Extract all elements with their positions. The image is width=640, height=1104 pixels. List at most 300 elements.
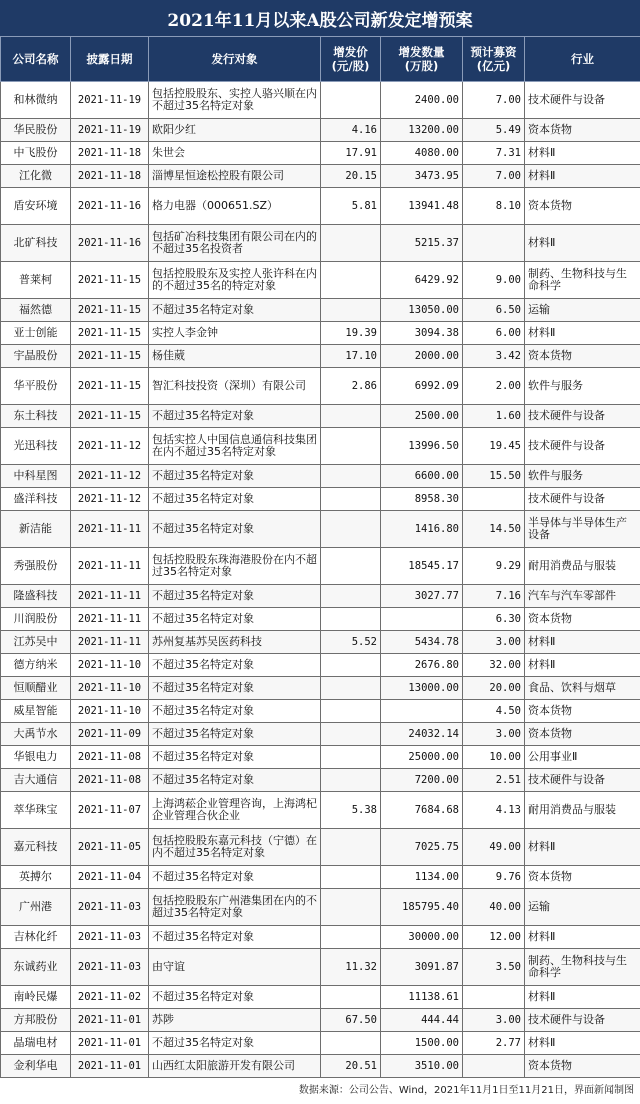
issue-price xyxy=(321,926,381,949)
expected-raise: 4.50 xyxy=(463,700,525,723)
company-name: 普莱柯 xyxy=(1,262,71,299)
table-row xyxy=(1,225,640,262)
disclosure-date: 2021-11-16 xyxy=(71,225,149,262)
expected-raise: 3.42 xyxy=(463,345,525,368)
company-name: 宇晶股份 xyxy=(1,345,71,368)
industry: 材料Ⅱ xyxy=(525,654,640,677)
disclosure-date: 2021-11-18 xyxy=(71,142,149,165)
industry: 运输 xyxy=(525,889,640,926)
expected-raise: 1.60 xyxy=(463,405,525,428)
disclosure-date: 2021-11-15 xyxy=(71,322,149,345)
issue-price xyxy=(321,488,381,511)
issue-shares: 13200.00 xyxy=(381,119,463,142)
expected-raise: 8.10 xyxy=(463,188,525,225)
table-row xyxy=(1,792,640,829)
issue-shares: 7200.00 xyxy=(381,769,463,792)
disclosure-date: 2021-11-03 xyxy=(71,926,149,949)
issue-shares: 1134.00 xyxy=(381,866,463,889)
disclosure-date: 2021-11-15 xyxy=(71,368,149,405)
company-name: 金利华电 xyxy=(1,1055,71,1078)
issue-target: 不超过35名特定对象 xyxy=(149,700,321,723)
issue-shares: 13996.50 xyxy=(381,428,463,465)
table-row xyxy=(1,119,640,142)
disclosure-date: 2021-11-04 xyxy=(71,866,149,889)
company-name: 盛洋科技 xyxy=(1,488,71,511)
table-row xyxy=(1,889,640,926)
disclosure-date: 2021-11-02 xyxy=(71,986,149,1009)
issue-shares: 3510.00 xyxy=(381,1055,463,1078)
industry: 耐用消费品与服装 xyxy=(525,548,640,585)
issue-shares: 2000.00 xyxy=(381,345,463,368)
table-row xyxy=(1,608,640,631)
disclosure-date: 2021-11-19 xyxy=(71,82,149,119)
disclosure-date: 2021-11-10 xyxy=(71,700,149,723)
industry: 资本货物 xyxy=(525,723,640,746)
issue-target: 不超过35名特定对象 xyxy=(149,1032,321,1055)
company-name: 东诚药业 xyxy=(1,949,71,986)
issue-target: 不超过35名特定对象 xyxy=(149,866,321,889)
issue-target: 不超过35名特定对象 xyxy=(149,746,321,769)
issue-price xyxy=(321,723,381,746)
issue-target: 包括控股股东嘉元科技（宁德）在内不超过35名特定对象 xyxy=(149,829,321,866)
disclosure-date: 2021-11-18 xyxy=(71,165,149,188)
issue-price xyxy=(321,889,381,926)
disclosure-date: 2021-11-08 xyxy=(71,769,149,792)
issue-target: 由守谊 xyxy=(149,949,321,986)
table-row xyxy=(1,511,640,548)
issue-shares: 25000.00 xyxy=(381,746,463,769)
issue-shares: 7684.68 xyxy=(381,792,463,829)
disclosure-date: 2021-11-11 xyxy=(71,585,149,608)
disclosure-date: 2021-11-15 xyxy=(71,345,149,368)
industry: 耐用消费品与服装 xyxy=(525,792,640,829)
company-name: 秀强股份 xyxy=(1,548,71,585)
issue-shares: 2500.00 xyxy=(381,405,463,428)
company-name: 北矿科技 xyxy=(1,225,71,262)
table-row xyxy=(1,1055,640,1078)
issue-target: 不超过35名特定对象 xyxy=(149,608,321,631)
issue-shares: 1500.00 xyxy=(381,1032,463,1055)
company-name: 中科星图 xyxy=(1,465,71,488)
issue-price: 11.32 xyxy=(321,949,381,986)
company-name: 和林微纳 xyxy=(1,82,71,119)
company-name: 德方纳米 xyxy=(1,654,71,677)
expected-raise: 2.77 xyxy=(463,1032,525,1055)
company-name: 嘉元科技 xyxy=(1,829,71,866)
disclosure-date: 2021-11-11 xyxy=(71,608,149,631)
issue-shares: 30000.00 xyxy=(381,926,463,949)
industry: 技术硬件与设备 xyxy=(525,769,640,792)
issue-price: 2.86 xyxy=(321,368,381,405)
issue-shares: 8958.30 xyxy=(381,488,463,511)
issue-price xyxy=(321,405,381,428)
company-name: 广州港 xyxy=(1,889,71,926)
industry: 材料Ⅱ xyxy=(525,165,640,188)
issue-price xyxy=(321,82,381,119)
issue-shares: 3473.95 xyxy=(381,165,463,188)
issue-price: 17.10 xyxy=(321,345,381,368)
issue-shares: 13050.00 xyxy=(381,299,463,322)
expected-raise xyxy=(463,488,525,511)
issue-target: 不超过35名特定对象 xyxy=(149,986,321,1009)
industry: 材料Ⅱ xyxy=(525,631,640,654)
issue-target: 淄博星恒途松控股有限公司 xyxy=(149,165,321,188)
data-source-note: 数据来源：公司公告、Wind，2021年11月1日至11月21日，界面新闻制图 xyxy=(0,1078,640,1104)
expected-raise: 6.50 xyxy=(463,299,525,322)
table-row xyxy=(1,866,640,889)
expected-raise: 9.76 xyxy=(463,866,525,889)
industry: 材料Ⅱ xyxy=(525,225,640,262)
industry: 技术硬件与设备 xyxy=(525,405,640,428)
issue-price xyxy=(321,654,381,677)
table-row xyxy=(1,405,640,428)
issue-shares: 11138.61 xyxy=(381,986,463,1009)
industry: 资本货物 xyxy=(525,345,640,368)
issue-shares xyxy=(381,700,463,723)
expected-raise: 2.00 xyxy=(463,368,525,405)
issue-price: 20.51 xyxy=(321,1055,381,1078)
table-row xyxy=(1,322,640,345)
industry: 材料Ⅱ xyxy=(525,829,640,866)
industry: 材料Ⅱ xyxy=(525,986,640,1009)
expected-raise: 6.00 xyxy=(463,322,525,345)
company-name: 盾安环境 xyxy=(1,188,71,225)
issue-price xyxy=(321,511,381,548)
issue-price xyxy=(321,585,381,608)
disclosure-date: 2021-11-08 xyxy=(71,746,149,769)
table-row xyxy=(1,949,640,986)
table-row xyxy=(1,548,640,585)
expected-raise: 2.51 xyxy=(463,769,525,792)
header-raise: 预计募资 (亿元) xyxy=(463,37,525,82)
company-name: 川润股份 xyxy=(1,608,71,631)
issue-target: 包括控股股东、实控人骆兴顺在内不超过35名特定对象 xyxy=(149,82,321,119)
industry: 资本货物 xyxy=(525,866,640,889)
issue-target: 不超过35名特定对象 xyxy=(149,769,321,792)
issue-target: 包括控股股东珠海港股份在内不超过35名特定对象 xyxy=(149,548,321,585)
expected-raise: 7.00 xyxy=(463,82,525,119)
issue-target: 智汇科技投资（深圳）有限公司 xyxy=(149,368,321,405)
issue-price: 4.16 xyxy=(321,119,381,142)
table-row xyxy=(1,1032,640,1055)
industry: 材料Ⅱ xyxy=(525,1032,640,1055)
company-name: 威星智能 xyxy=(1,700,71,723)
table-row xyxy=(1,829,640,866)
issue-target: 不超过35名特定对象 xyxy=(149,585,321,608)
issue-shares: 7025.75 xyxy=(381,829,463,866)
disclosure-date: 2021-11-19 xyxy=(71,119,149,142)
disclosure-date: 2021-11-05 xyxy=(71,829,149,866)
issue-shares: 5215.37 xyxy=(381,225,463,262)
company-name: 江化微 xyxy=(1,165,71,188)
issue-target: 山西红太阳旅游开发有限公司 xyxy=(149,1055,321,1078)
industry: 资本货物 xyxy=(525,1055,640,1078)
industry: 资本货物 xyxy=(525,188,640,225)
disclosure-date: 2021-11-15 xyxy=(71,405,149,428)
table-row xyxy=(1,677,640,700)
table-row xyxy=(1,488,640,511)
table-row xyxy=(1,345,640,368)
company-name: 光迅科技 xyxy=(1,428,71,465)
issue-target: 不超过35名特定对象 xyxy=(149,488,321,511)
table-row xyxy=(1,723,640,746)
disclosure-date: 2021-11-12 xyxy=(71,428,149,465)
company-name: 华银电力 xyxy=(1,746,71,769)
industry: 资本货物 xyxy=(525,608,640,631)
issue-target: 格力电器（000651.SZ） xyxy=(149,188,321,225)
industry: 技术硬件与设备 xyxy=(525,82,640,119)
issue-target: 不超过35名特定对象 xyxy=(149,677,321,700)
expected-raise: 9.29 xyxy=(463,548,525,585)
issue-shares: 3091.87 xyxy=(381,949,463,986)
table-row xyxy=(1,368,640,405)
expected-raise: 19.45 xyxy=(463,428,525,465)
disclosure-date: 2021-11-15 xyxy=(71,262,149,299)
issue-shares: 185795.40 xyxy=(381,889,463,926)
issue-shares: 18545.17 xyxy=(381,548,463,585)
issue-target: 欧阳少红 xyxy=(149,119,321,142)
expected-raise: 3.00 xyxy=(463,631,525,654)
issue-shares: 6429.92 xyxy=(381,262,463,299)
industry: 材料Ⅱ xyxy=(525,926,640,949)
company-name: 萃华珠宝 xyxy=(1,792,71,829)
issue-price: 5.81 xyxy=(321,188,381,225)
expected-raise: 40.00 xyxy=(463,889,525,926)
industry: 制药、生物科技与生命科学 xyxy=(525,262,640,299)
disclosure-date: 2021-11-03 xyxy=(71,949,149,986)
issue-shares: 5434.78 xyxy=(381,631,463,654)
issue-price xyxy=(321,746,381,769)
disclosure-date: 2021-11-11 xyxy=(71,511,149,548)
table-row xyxy=(1,769,640,792)
issue-price: 67.50 xyxy=(321,1009,381,1032)
expected-raise: 14.50 xyxy=(463,511,525,548)
expected-raise: 3.50 xyxy=(463,949,525,986)
issue-price xyxy=(321,299,381,322)
table-row xyxy=(1,165,640,188)
issue-target: 不超过35名特定对象 xyxy=(149,465,321,488)
header-shares: 增发数量 (万股) xyxy=(381,37,463,82)
company-name: 隆盛科技 xyxy=(1,585,71,608)
issue-target: 不超过35名特定对象 xyxy=(149,926,321,949)
industry: 运输 xyxy=(525,299,640,322)
disclosure-date: 2021-11-07 xyxy=(71,792,149,829)
industry: 材料Ⅱ xyxy=(525,322,640,345)
issue-target: 不超过35名特定对象 xyxy=(149,654,321,677)
industry: 公用事业Ⅱ xyxy=(525,746,640,769)
header-industry: 行业 xyxy=(525,37,640,82)
issue-shares: 6992.09 xyxy=(381,368,463,405)
company-name: 晶瑞电材 xyxy=(1,1032,71,1055)
table-row xyxy=(1,82,640,119)
industry: 软件与服务 xyxy=(525,465,640,488)
industry: 技术硬件与设备 xyxy=(525,488,640,511)
expected-raise: 20.00 xyxy=(463,677,525,700)
table-row xyxy=(1,585,640,608)
company-name: 新洁能 xyxy=(1,511,71,548)
company-name: 大禹节水 xyxy=(1,723,71,746)
expected-raise: 15.50 xyxy=(463,465,525,488)
issue-target: 不超过35名特定对象 xyxy=(149,511,321,548)
issue-price: 17.91 xyxy=(321,142,381,165)
company-name: 南岭民爆 xyxy=(1,986,71,1009)
issue-price xyxy=(321,548,381,585)
company-name: 华民股份 xyxy=(1,119,71,142)
expected-raise: 32.00 xyxy=(463,654,525,677)
expected-raise: 7.31 xyxy=(463,142,525,165)
issue-shares: 444.44 xyxy=(381,1009,463,1032)
industry: 软件与服务 xyxy=(525,368,640,405)
disclosure-date: 2021-11-01 xyxy=(71,1009,149,1032)
expected-raise: 3.00 xyxy=(463,723,525,746)
disclosure-date: 2021-11-10 xyxy=(71,677,149,700)
issue-price xyxy=(321,225,381,262)
table-row xyxy=(1,654,640,677)
issue-target: 实控人李金钟 xyxy=(149,322,321,345)
company-name: 江苏吴中 xyxy=(1,631,71,654)
expected-raise xyxy=(463,1055,525,1078)
header-date: 披露日期 xyxy=(71,37,149,82)
issue-shares: 4080.00 xyxy=(381,142,463,165)
disclosure-date: 2021-11-10 xyxy=(71,654,149,677)
table-row xyxy=(1,631,640,654)
issue-price: 19.39 xyxy=(321,322,381,345)
issue-price xyxy=(321,769,381,792)
expected-raise: 12.00 xyxy=(463,926,525,949)
issue-target: 朱世会 xyxy=(149,142,321,165)
issue-target: 包括控股股东及实控人张许科在内的不超过35名的特定对象 xyxy=(149,262,321,299)
expected-raise xyxy=(463,986,525,1009)
company-name: 福然德 xyxy=(1,299,71,322)
company-name: 方邦股份 xyxy=(1,1009,71,1032)
company-name: 中飞股份 xyxy=(1,142,71,165)
company-name: 吉大通信 xyxy=(1,769,71,792)
issue-price xyxy=(321,1032,381,1055)
issue-price: 5.38 xyxy=(321,792,381,829)
issue-price xyxy=(321,465,381,488)
issue-price: 20.15 xyxy=(321,165,381,188)
issue-price: 5.52 xyxy=(321,631,381,654)
disclosure-date: 2021-11-01 xyxy=(71,1055,149,1078)
table-row xyxy=(1,262,640,299)
issue-target: 包括矿冶科技集团有限公司在内的不超过35名投资者 xyxy=(149,225,321,262)
expected-raise: 9.00 xyxy=(463,262,525,299)
industry: 汽车与汽车零部件 xyxy=(525,585,640,608)
issue-target: 不超过35名特定对象 xyxy=(149,723,321,746)
disclosure-date: 2021-11-01 xyxy=(71,1032,149,1055)
issue-shares: 6600.00 xyxy=(381,465,463,488)
issue-target: 上海鸿菘企业管理咨询，上海鸿杞企业管理合伙企业 xyxy=(149,792,321,829)
table-row xyxy=(1,746,640,769)
industry: 半导体与半导体生产设备 xyxy=(525,511,640,548)
company-name: 吉林化纤 xyxy=(1,926,71,949)
issue-price xyxy=(321,700,381,723)
company-name: 东土科技 xyxy=(1,405,71,428)
company-name: 亚士创能 xyxy=(1,322,71,345)
expected-raise: 7.16 xyxy=(463,585,525,608)
header-row xyxy=(1,37,640,82)
issue-price xyxy=(321,986,381,1009)
disclosure-date: 2021-11-12 xyxy=(71,465,149,488)
table-row xyxy=(1,465,640,488)
disclosure-date: 2021-11-16 xyxy=(71,188,149,225)
industry: 资本货物 xyxy=(525,700,640,723)
issue-price xyxy=(321,262,381,299)
disclosure-date: 2021-11-15 xyxy=(71,299,149,322)
issue-shares: 13941.48 xyxy=(381,188,463,225)
table-row xyxy=(1,700,640,723)
issue-shares: 2400.00 xyxy=(381,82,463,119)
industry: 技术硬件与设备 xyxy=(525,428,640,465)
industry: 材料Ⅱ xyxy=(525,142,640,165)
issue-shares: 13000.00 xyxy=(381,677,463,700)
issue-price xyxy=(321,829,381,866)
issue-shares: 3094.38 xyxy=(381,322,463,345)
expected-raise xyxy=(463,225,525,262)
issue-price xyxy=(321,428,381,465)
expected-raise: 10.00 xyxy=(463,746,525,769)
issue-shares: 1416.80 xyxy=(381,511,463,548)
industry: 资本货物 xyxy=(525,119,640,142)
issue-price xyxy=(321,866,381,889)
industry: 食品、饮料与烟草 xyxy=(525,677,640,700)
issue-target: 包括实控人中国信息通信科技集团在内不超过35名特定对象 xyxy=(149,428,321,465)
disclosure-date: 2021-11-12 xyxy=(71,488,149,511)
placement-table xyxy=(0,36,640,1078)
issue-target: 不超过35名特定对象 xyxy=(149,299,321,322)
issue-target: 不超过35名特定对象 xyxy=(149,405,321,428)
issue-price xyxy=(321,608,381,631)
header-company: 公司名称 xyxy=(1,37,71,82)
issue-price xyxy=(321,677,381,700)
expected-raise: 6.30 xyxy=(463,608,525,631)
expected-raise: 5.49 xyxy=(463,119,525,142)
table-row xyxy=(1,428,640,465)
table-row xyxy=(1,299,640,322)
industry: 技术硬件与设备 xyxy=(525,1009,640,1032)
industry: 制药、生物科技与生命科学 xyxy=(525,949,640,986)
disclosure-date: 2021-11-03 xyxy=(71,889,149,926)
issue-shares: 2676.80 xyxy=(381,654,463,677)
issue-shares xyxy=(381,608,463,631)
company-name: 恒顺醋业 xyxy=(1,677,71,700)
disclosure-date: 2021-11-11 xyxy=(71,548,149,585)
table-title: 2021年11月以来A股公司新发定增预案 xyxy=(0,0,640,36)
issue-target: 苏陟 xyxy=(149,1009,321,1032)
disclosure-date: 2021-11-09 xyxy=(71,723,149,746)
expected-raise: 3.00 xyxy=(463,1009,525,1032)
expected-raise: 7.00 xyxy=(463,165,525,188)
issue-shares: 3027.77 xyxy=(381,585,463,608)
disclosure-date: 2021-11-11 xyxy=(71,631,149,654)
issue-target: 苏州复基苏吴医药科技 xyxy=(149,631,321,654)
table-row xyxy=(1,926,640,949)
header-target: 发行对象 xyxy=(149,37,321,82)
table-row xyxy=(1,142,640,165)
table-body xyxy=(1,82,640,1078)
expected-raise: 49.00 xyxy=(463,829,525,866)
expected-raise: 4.13 xyxy=(463,792,525,829)
table-row xyxy=(1,1009,640,1032)
issue-target: 包括控股股东广州港集团在内的不超过35名特定对象 xyxy=(149,889,321,926)
company-name: 华平股份 xyxy=(1,368,71,405)
company-name: 英搏尔 xyxy=(1,866,71,889)
header-price: 增发价 (元/股) xyxy=(321,37,381,82)
issue-shares: 24032.14 xyxy=(381,723,463,746)
table-row xyxy=(1,188,640,225)
table-row xyxy=(1,986,640,1009)
issue-target: 杨佳葳 xyxy=(149,345,321,368)
